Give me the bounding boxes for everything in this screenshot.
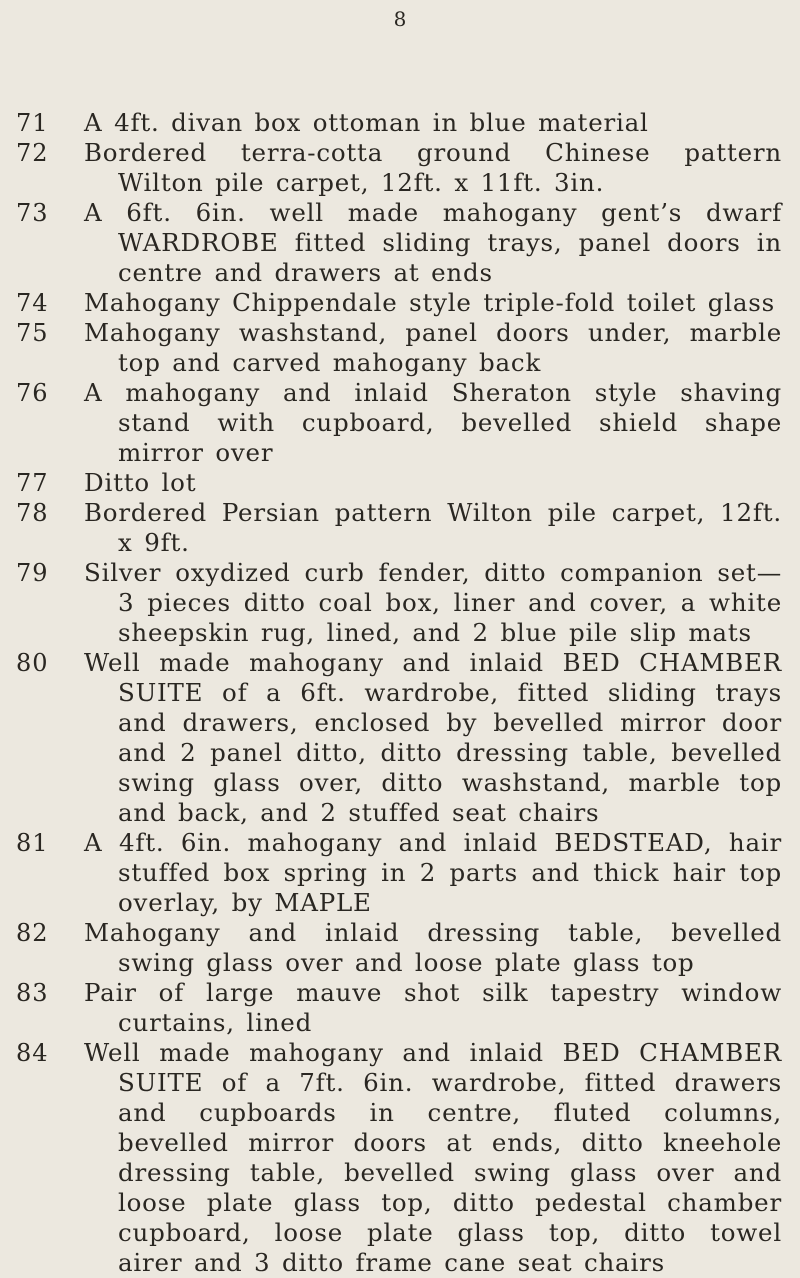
lot-number: 76 bbox=[16, 379, 49, 407]
lot-entry bbox=[0, 558, 800, 648]
lot-entry bbox=[0, 198, 800, 288]
lot-entry bbox=[0, 378, 800, 468]
lot-number: 82 bbox=[16, 919, 49, 947]
lot-entry bbox=[0, 288, 800, 318]
lot-description: Silver oxydized curb fender, ditto companion set—3 pieces ditto coal box, liner and cover, a white sheepskin rug, lined, and 2 blue pile slip mats bbox=[84, 558, 782, 647]
lot-description: A 4ft. 6in. mahogany and inlaid BEDSTEAD, hair stuffed box spring in 2 parts and thick hair top overlay, by MAPLE bbox=[84, 828, 782, 917]
lot-entry bbox=[0, 978, 800, 1038]
lot-description: Pair of large mauve shot silk tapestry window curtains, lined bbox=[84, 978, 782, 1037]
lot-entry bbox=[0, 1038, 800, 1278]
lot-description: Well made mahogany and inlaid BED CHAMBER SUITE of a 7ft. 6in. wardrobe, fitted drawers and cupboards in centre, fluted columns, bevelled mirror doors at ends, ditto kneehole dressing table, bevelled swing glass over and loose plate glass top, ditto pedestal chamber cupboard, loose plate glass top, ditto towel airer and 3 ditto frame cane seat chairs bbox=[84, 1038, 782, 1277]
lot-number: 78 bbox=[16, 499, 49, 527]
lot-description: A 6ft. 6in. well made mahogany gent’s dwarf WARDROBE fitted sliding trays, panel doors in centre and drawers at ends bbox=[84, 198, 782, 287]
lot-description: A 4ft. divan box ottoman in blue material bbox=[84, 108, 649, 137]
lot-entry bbox=[0, 918, 800, 978]
lot-number: 75 bbox=[16, 319, 49, 347]
lot-number: 81 bbox=[16, 829, 49, 857]
lot-number: 71 bbox=[16, 109, 49, 137]
lot-number: 83 bbox=[16, 979, 49, 1007]
lot-description: Mahogany and inlaid dressing table, bevelled swing glass over and loose plate glass top bbox=[84, 918, 782, 977]
lot-description: A mahogany and inlaid Sheraton style shaving stand with cupboard, bevelled shield shape mirror over bbox=[84, 378, 782, 467]
lot-description: Bordered terra-cotta ground Chinese pattern Wilton pile carpet, 12ft. x 11ft. 3in. bbox=[84, 138, 782, 197]
lot-number: 77 bbox=[16, 469, 49, 497]
lot-number: 84 bbox=[16, 1039, 49, 1067]
lot-entry bbox=[0, 108, 800, 138]
lot-entry bbox=[0, 828, 800, 918]
lot-description: Mahogany Chippendale style triple-fold toilet glass bbox=[84, 288, 776, 317]
lot-description: Bordered Persian pattern Wilton pile carpet, 12ft. x 9ft. bbox=[84, 498, 782, 557]
lot-list bbox=[0, 108, 800, 1278]
lot-entry bbox=[0, 468, 800, 498]
lot-number: 72 bbox=[16, 139, 49, 167]
lot-number: 73 bbox=[16, 199, 49, 227]
lot-description: Well made mahogany and inlaid BED CHAMBER SUITE of a 6ft. wardrobe, fitted sliding trays and drawers, enclosed by bevelled mirror door and 2 panel ditto, ditto dressing table, bevelled swing glass over, ditto washstand, marble top and back, and 2 stuffed seat chairs bbox=[84, 648, 782, 827]
lot-number: 79 bbox=[16, 559, 49, 587]
lot-entry bbox=[0, 498, 800, 558]
page-number: 8 bbox=[393, 7, 407, 31]
lot-number: 80 bbox=[16, 649, 49, 677]
lot-description: Mahogany washstand, panel doors under, marble top and carved mahogany back bbox=[84, 318, 782, 377]
lot-number: 74 bbox=[16, 289, 49, 317]
lot-entry bbox=[0, 138, 800, 198]
lot-entry bbox=[0, 318, 800, 378]
lot-entry bbox=[0, 648, 800, 828]
lot-description: Ditto lot bbox=[84, 468, 197, 497]
